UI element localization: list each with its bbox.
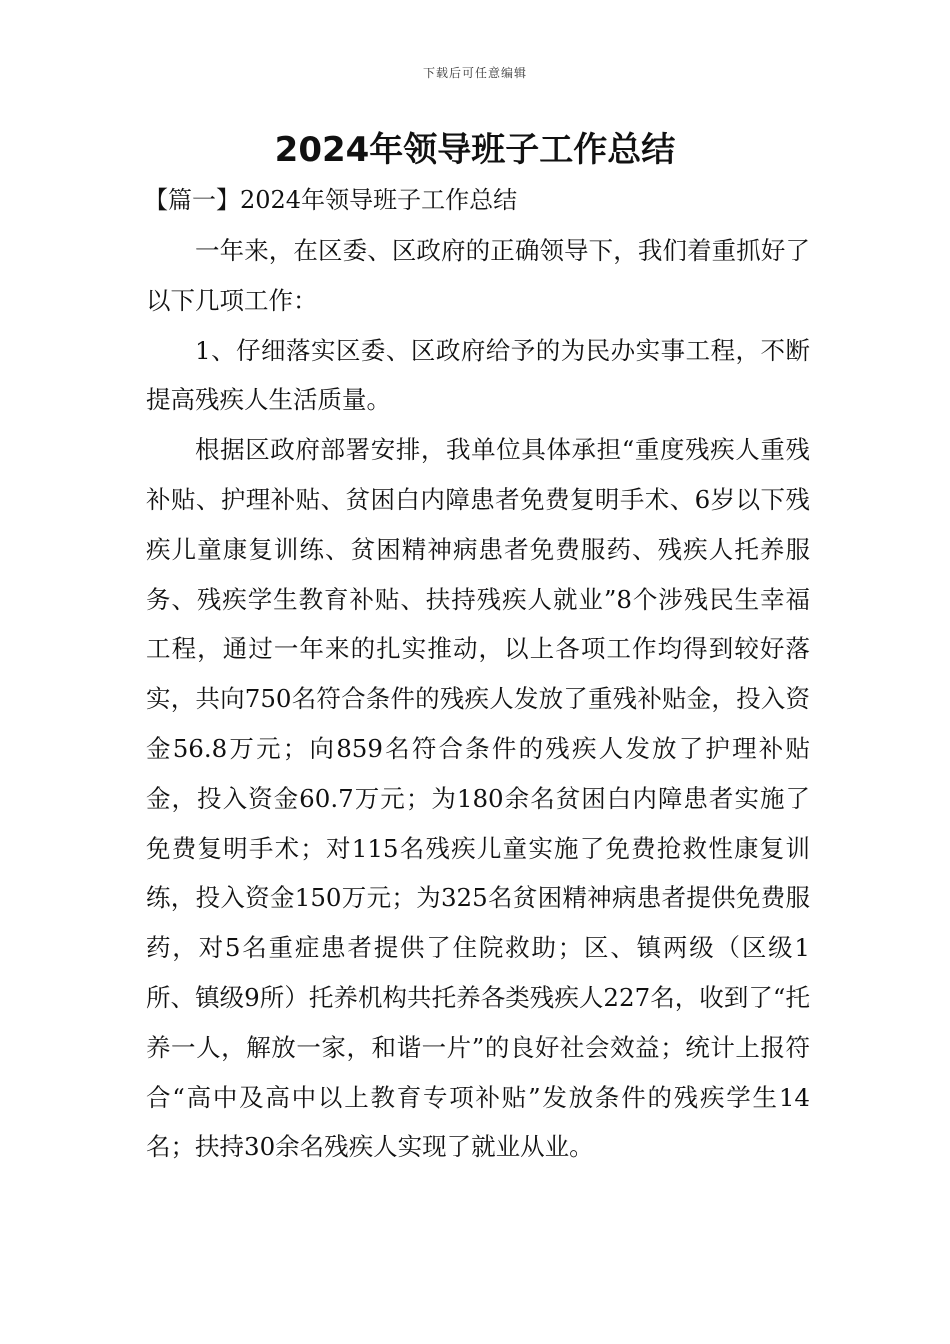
paragraph: 一年来，在区委、区政府的正确领导下，我们着重抓好了以下几项工作： [146,236,810,315]
header-note: 下载后可任意编辑 [422,66,527,80]
paragraph: 根据区政府部署安排，我单位具体承担“重度残疾人重残补贴、护理补贴、贫困白内障患者免费复明手术、6岁以下残疾儿童康复训练、贫困精神病患者免费服药、残疾人托养服务、残疾学生教育补贴、扶持残疾人就业”8个涉残民生幸福工程，通过一年来的扎实推动，以上各项工作均得到较好落实，共向750名符合条件的残疾人发放了重残补贴金，投入资金56.8万元；向859名符合条件的残疾人发放了护理补贴金，投入资金60.7万元；为180余名贫困白内障患者实施了免费复明手术；对115名残疾儿童实施了免费抢救性康复训练，投入资金150万元；为325名贫困精神病患者提供免费服药，对5名重症患者提供了住院救助；区、镇两级（区级1所、镇级9所）托养机构共托养各类残疾人227名，收到了“托养一人，解放一家，和谐一片”的良好社会效益；统计上报符合“高中及高中以上教育专项补贴”发放条件的残疾学生14名；扶持30余名残疾人实现了就业从业。 [146,435,810,1162]
section-heading: 【篇一】2024年领导班子工作总结 [144,186,518,214]
document-body [146,226,810,1172]
paragraph: 1、仔细落实区委、区政府给予的为民办实事工程，不断提高残疾人生活质量。 [146,335,810,415]
document-title: 2024年领导班子工作总结 [274,130,676,170]
